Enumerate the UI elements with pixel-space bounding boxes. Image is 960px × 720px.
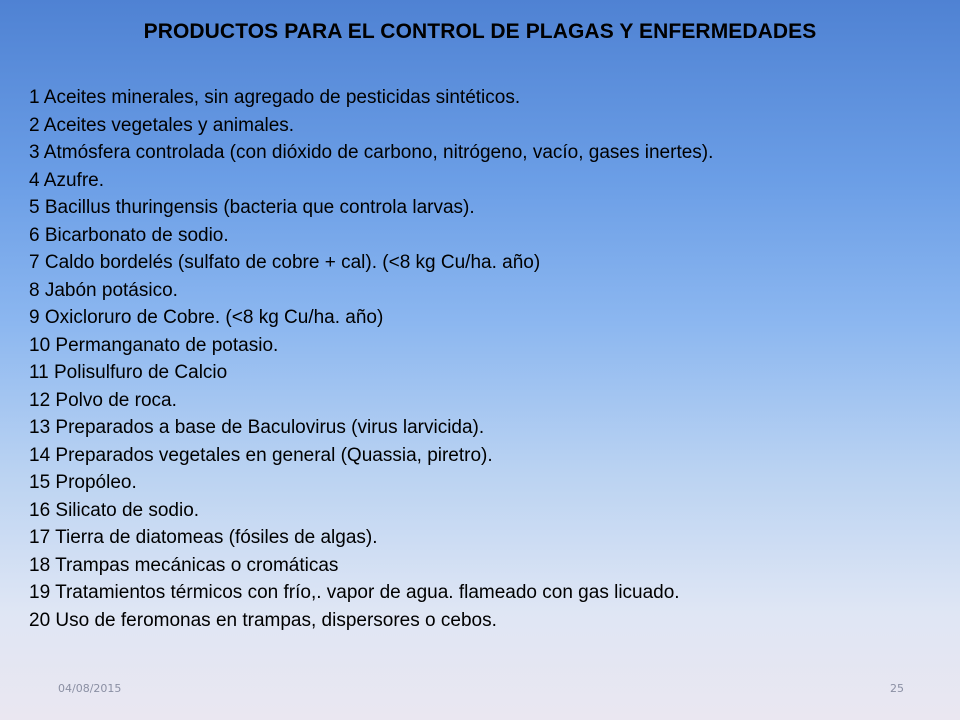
footer-date: 04/08/2015 bbox=[58, 682, 122, 695]
list-item: 16 Silicato de sodio. bbox=[29, 499, 200, 521]
list-item: 11 Polisulfuro de Calcio bbox=[29, 362, 228, 383]
list-item: 7 Caldo bordelés (sulfato de cobre + cal). (<8 kg Cu/ha. año) bbox=[29, 252, 541, 273]
slide-title: PRODUCTOS PARA EL CONTROL DE PLAGAS Y ENFERMEDADES bbox=[143, 20, 817, 43]
product-list bbox=[29, 84, 929, 634]
list-item: 19 Tratamientos térmicos con frío,. vapor de agua. flameado con gas licuado. bbox=[29, 582, 680, 603]
list-item: 10 Permanganato de potasio. bbox=[29, 334, 279, 356]
list-item: 2 Aceites vegetales y animales. bbox=[29, 114, 295, 136]
list-item: 4 Azufre. bbox=[29, 169, 104, 191]
list-item: 1 Aceites minerales, sin agregado de pesticidas sintéticos. bbox=[29, 87, 521, 108]
list-item: 3 Atmósfera controlada (con dióxido de carbono, nitrógeno, vacío, gases inertes). bbox=[29, 142, 714, 163]
list-item: 15 Propóleo. bbox=[29, 472, 137, 493]
list-item: 5 Bacillus thuringensis (bacteria que controla larvas). bbox=[29, 197, 475, 218]
list-item: 17 Tierra de diatomeas (fósiles de algas). bbox=[29, 527, 378, 548]
list-item: 12 Polvo de roca. bbox=[29, 389, 177, 411]
list-item: 6 Bicarbonato de sodio. bbox=[29, 224, 229, 246]
list-item: 8 Jabón potásico. bbox=[29, 279, 178, 301]
slide-number: 25 bbox=[890, 682, 904, 695]
list-item: 13 Preparados a base de Baculovirus (virus larvicida). bbox=[29, 417, 485, 438]
list-item: 20 Uso de feromonas en trampas, dispersores o cebos. bbox=[29, 609, 497, 631]
list-item: 14 Preparados vegetales en general (Quassia, piretro). bbox=[29, 444, 493, 466]
list-item: 9 Oxicloruro de Cobre. (<8 kg Cu/ha. año) bbox=[29, 307, 384, 328]
list-item: 18 Trampas mecánicas o cromáticas bbox=[29, 554, 339, 576]
